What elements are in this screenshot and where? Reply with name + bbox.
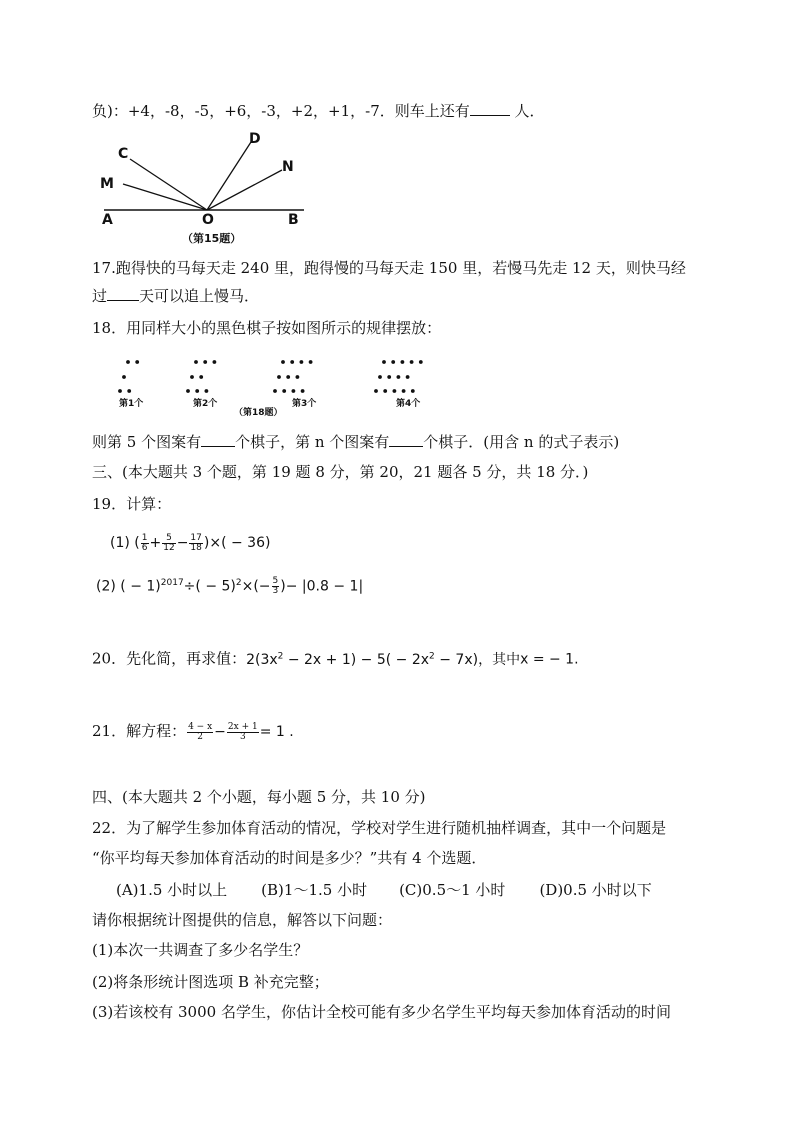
q19-2-idx: (2) (96, 578, 116, 595)
pattern-caption-3: 第3个 (292, 399, 317, 409)
label-C: C (118, 146, 129, 162)
label-D: D (249, 131, 261, 147)
q22-sub3: (3)若该校有 3000 名学生，你估计全校可能有多少名学生平均每天参加体育活动的时间 (92, 1003, 671, 1021)
chess-piece-dot (273, 389, 277, 393)
chess-piece-dot (391, 360, 395, 364)
q18-b: 个棋子，第 n 个图案有 (235, 433, 390, 451)
q19-1-tail: )×( − 36) (203, 535, 271, 551)
chess-piece-dot (382, 360, 386, 364)
q16-blank[interactable] (470, 101, 510, 116)
chess-piece-dot (309, 360, 313, 364)
q19-part2 (96, 569, 363, 601)
q19-1-idx: (1) (110, 535, 130, 551)
q22-sub1: (1)本次一共调查了多少名学生？ (92, 941, 309, 959)
q18-blank-2[interactable] (389, 432, 423, 447)
chess-piece-dot (199, 375, 203, 379)
figure-18-caption: （第18题） (234, 408, 283, 418)
chess-piece-dot (118, 389, 122, 393)
q18-line2 (92, 432, 619, 452)
pattern-caption-2: 第2个 (193, 399, 218, 409)
chess-piece-dot (419, 360, 423, 364)
chess-piece-dot (410, 360, 414, 364)
minus-sign: − (214, 724, 226, 740)
chess-piece-dot (296, 375, 300, 379)
chess-piece-dot (397, 375, 401, 379)
chess-piece-dot (301, 389, 305, 393)
fraction-4-minus-x-over-2: $\frac{4 - x}{2}$ (188, 721, 213, 742)
chess-piece-dot (195, 389, 199, 393)
chess-piece-dot (203, 360, 207, 364)
q17-post: 天可以追上慢马． (139, 287, 260, 305)
q22-line1: 22．为了解学生参加体育活动的情况，学校对学生进行随机抽样调查，其中一个问题是 (92, 819, 667, 837)
fraction-1-6: $\frac{1}{6}$ (141, 532, 148, 553)
chess-piece-dot (194, 360, 198, 364)
q20-expr: $2(3x^2 - 2x + 1) - 5( - 2x^2 - 7x)$，其中 (246, 651, 521, 668)
ray-ON (207, 170, 282, 210)
chess-piece-dot (205, 389, 209, 393)
chess-piece-dot (292, 389, 296, 393)
q22-line4: 请你根据统计图提供的信息，解答以下问题： (92, 911, 393, 929)
exponent-2: 2 (235, 578, 242, 588)
q18-c: 个棋子．(用含 n 的式子表示) (423, 433, 620, 451)
fraction-5-12: $\frac{5}{12}$ (163, 532, 175, 553)
q19-2-b: ÷( − 5) (183, 578, 236, 595)
q18-line1: 18．用同样大小的黑色棋子按如图所示的规律摆放： (92, 319, 442, 337)
pattern-caption-4: 第4个 (396, 399, 421, 409)
figure-15-angles (96, 128, 316, 246)
q19-2-c: ×(− (241, 578, 271, 595)
q19-part1 (110, 530, 270, 556)
minus-sign: − (176, 535, 189, 551)
q20-line (92, 646, 579, 670)
option-a: (A)1.5 小时以上 (116, 881, 228, 899)
fraction-17-18: $\frac{17}{18}$ (190, 532, 202, 553)
exponent-2017: 2017 (160, 578, 184, 588)
section-3-title: 三、(本大题共 3 个题，第 19 题 8 分，第 20，21 题各 5 分，共 18 分．) (92, 463, 589, 481)
ray-OM (123, 184, 207, 210)
chess-piece-dot (411, 389, 415, 393)
ray-OD (207, 142, 251, 210)
option-d: (D)0.5 小时以下 (539, 881, 652, 899)
chess-piece-dot (126, 360, 130, 364)
chess-piece-dot (401, 360, 405, 364)
label-O: O (202, 212, 214, 228)
q17-line2 (92, 286, 259, 306)
chess-piece-dot (300, 360, 304, 364)
chess-piece-dot (387, 375, 391, 379)
q16-after: 人． (509, 102, 545, 120)
q17-pre: 过 (92, 287, 108, 305)
label-B: B (288, 212, 299, 228)
option-b: (B)1～1.5 小时 (261, 881, 368, 899)
q22-line2: “你平均每天参加体育活动的时间是多少？”共有 4 个选题． (92, 849, 487, 867)
chess-piece-dot (277, 375, 281, 379)
figure-15-caption: （第15题） (182, 232, 242, 245)
q22-options (116, 880, 652, 900)
pattern-caption-1: 第1个 (119, 399, 144, 409)
q20-tail: x = − 1. (520, 651, 579, 668)
label-N: N (282, 159, 294, 175)
chess-piece-dot (127, 389, 131, 393)
section-4-title: 四、(本大题共 2 个小题，每小题 5 分，共 10 分) (92, 788, 426, 806)
ray-OC (130, 159, 207, 210)
chess-piece-dot (383, 389, 387, 393)
plus-sign: + (149, 535, 162, 551)
fraction-2x-plus-1-over-3: $\frac{2x + 1}{3}$ (227, 721, 258, 742)
q16-line (92, 101, 545, 121)
q18-blank-1[interactable] (201, 432, 235, 447)
chess-piece-dot (406, 375, 410, 379)
chess-piece-dot (402, 389, 406, 393)
q21-tail: = 1 . (259, 724, 294, 740)
chess-piece-dot (135, 360, 139, 364)
chess-piece-dot (374, 389, 378, 393)
q18-a: 则第 5 个图案有 (92, 433, 202, 451)
q17-blank[interactable] (107, 286, 139, 301)
label-A: A (102, 212, 113, 228)
label-M: M (100, 176, 114, 192)
q19-2-a: ( − 1) (120, 578, 161, 595)
q16-text: 负)：+4，-8，-5，+6，-3，+2，+1，-7．则车上还有 (92, 102, 470, 120)
chess-piece-dot (186, 389, 190, 393)
q17-line1: 17.跑得快的马每天走 240 里，跑得慢的马每天走 150 里，若慢马先走 12 天，则快马经 (92, 259, 686, 277)
q20-pre: 20．先化简，再求值： (92, 649, 247, 668)
chess-piece-dot (393, 389, 397, 393)
q22-sub2: (2)将条形统计图选项 B 补充完整； (92, 973, 329, 991)
chess-piece-dot (290, 360, 294, 364)
chess-piece-dot (213, 360, 217, 364)
q19-1-open: ( (134, 535, 140, 551)
chess-piece-dot (281, 360, 285, 364)
q19-label: 19．计算： (92, 495, 172, 513)
chess-piece-dot (282, 389, 286, 393)
chess-piece-dot (190, 375, 194, 379)
chess-piece-dot (286, 375, 290, 379)
fraction-5-3: $\frac{5}{3}$ (272, 576, 279, 597)
chess-piece-dot (122, 375, 126, 379)
figure-18-patterns (100, 352, 460, 418)
q21-pre: 21．解方程： (92, 722, 187, 740)
chess-piece-dot (378, 375, 382, 379)
q21-line (92, 718, 294, 745)
pattern-dots (118, 360, 423, 393)
q19-2-d: )− |0.8 − 1| (280, 578, 364, 595)
option-c: (C)0.5～1 小时 (399, 881, 506, 899)
